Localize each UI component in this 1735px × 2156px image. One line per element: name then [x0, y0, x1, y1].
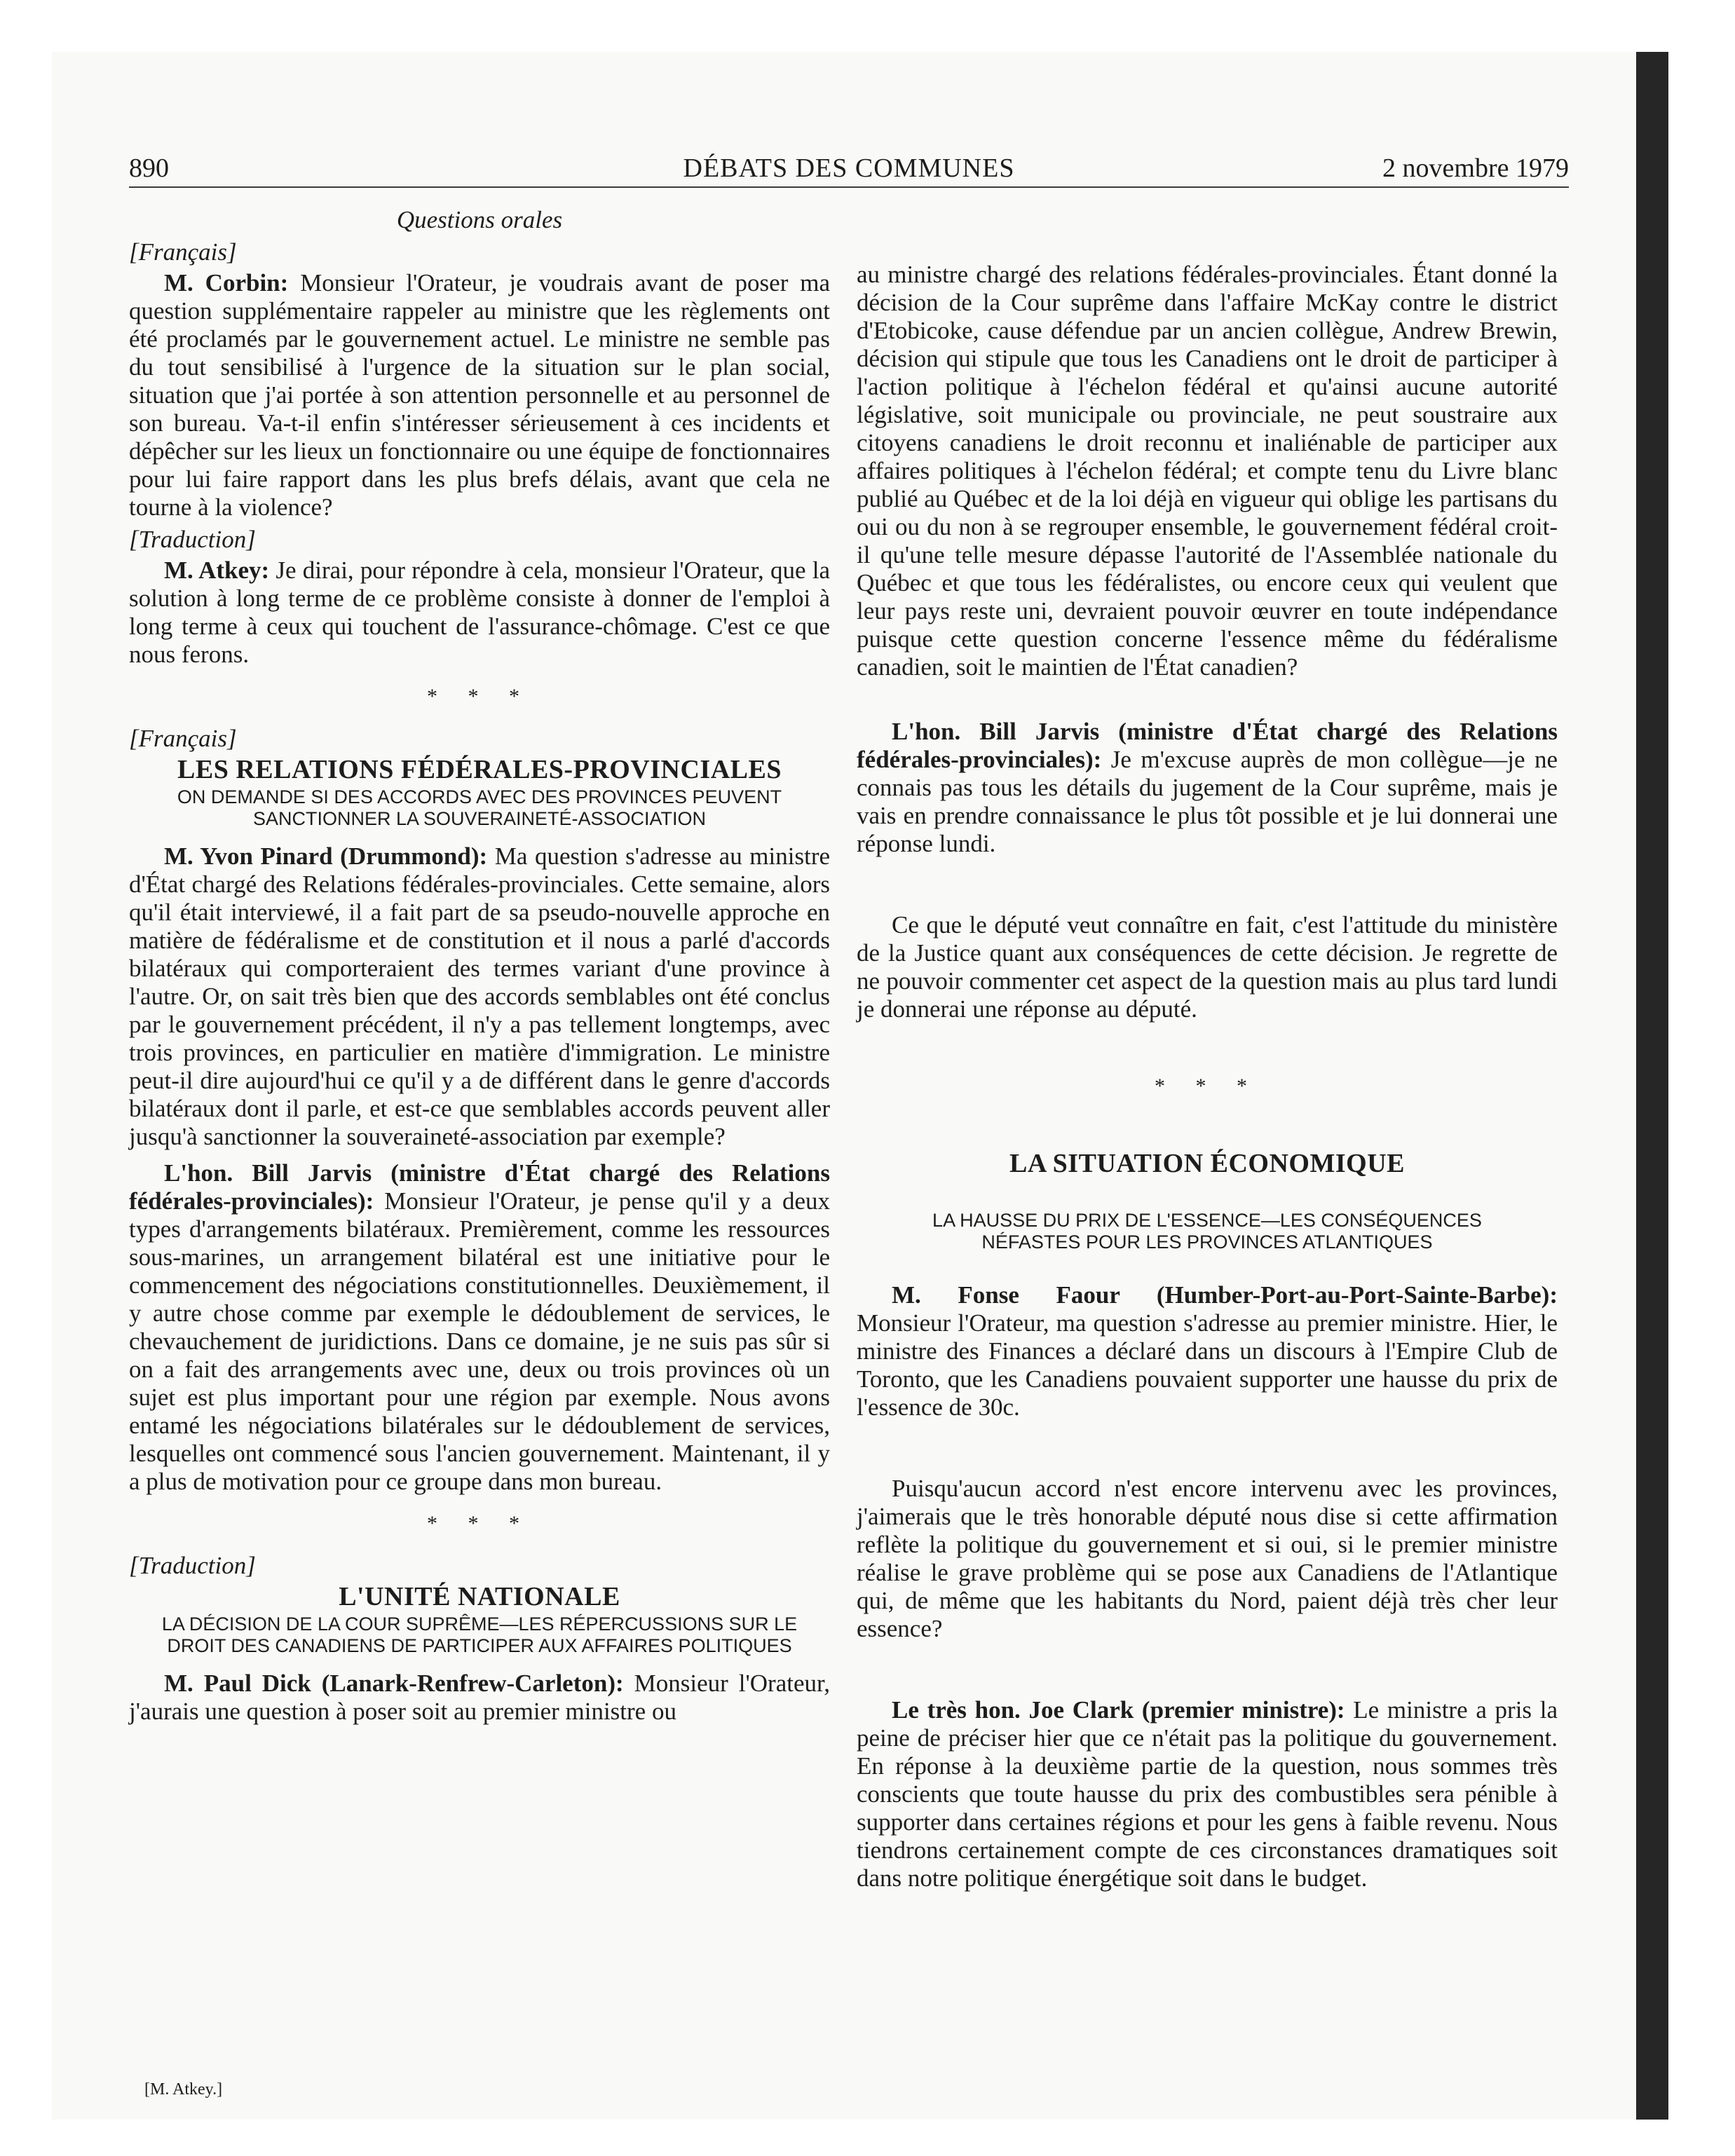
section-separator: * * * — [1155, 1074, 1260, 1098]
right-column — [857, 261, 1558, 1892]
section-separator: * * * — [427, 685, 532, 708]
paragraph-atkey — [129, 557, 830, 669]
page-edge — [1636, 52, 1668, 2120]
page-number: 890 — [129, 153, 169, 183]
rubric-heading: L'UNITÉ NATIONALE — [339, 1582, 620, 1611]
paragraph-jarvis — [129, 1159, 830, 1496]
paragraph-text: Monsieur l'Orateur, j'aurais une question à poser soit au premier ministre ou — [129, 1670, 830, 1725]
language-marker: [Traduction] — [129, 526, 256, 553]
paragraph-text: Monsieur l'Orateur, ma question s'adresse au premier ministre. Hier, le ministre des Finances a déclaré dans un discours à l'Empire Club de Toronto, que les Canadiens pouvaient supporter une hausse du prix de l'essence de 30c. — [857, 1309, 1558, 1421]
running-head — [129, 153, 1569, 188]
paragraph-text: Ma question s'adresse au ministre d'État chargé des Relations fédérales-provinciales. Cette semaine, alors qu'il était interviewé, il a fait part de sa pseudo-nouvelle approche en matière de fédéralisme et de constitution et il nous a parlé d'accords bilatéraux qui comporteraient des termes variant d'une province à l'autre. Or, on sait très bien que des accords semblables ont été conclus par le gouvernement précédent, il n'y a pas tellement longtemps, avec trois provinces, en particulier en matière d'immigration. Le ministre peut-il dire aujourd'hui ce qu'il y a de différent dans le genre d'accords bilatéraux dont il parle, et est-ce que semblables accords peuvent aller jusqu'à sanctionner la souveraineté-association par exemple? — [129, 842, 831, 1150]
left-column — [129, 206, 830, 1726]
language-marker: [Français] — [129, 238, 237, 266]
paragraph-text: Monsieur l'Orateur, je pense qu'il y a deux types d'arrangements bilatéraux. Premièrement, comme les ressources sous-marines, un arrangement bilatéral est une initiative pour le commencement des négociations constitutionnelles. Deuxièmement, il y autre chose comme par exemple le dédoublement de services, le chevauchement de juridictions. Dans ce domaine, je ne suis pas sûr si on a fait des arrangements avec une, deux ou trois provinces où un sujet est plus important pour une région par exemple. Nous avons entamé les négociations bilatérales sur le dédoublement de services, lesquelles ont commencé sous l'ancien gouvernement. Maintenant, il y a plus de motivation pour ce groupe dans mon bureau. — [129, 1187, 831, 1495]
rubric-heading: LA SITUATION ÉCONOMIQUE — [1009, 1149, 1405, 1178]
footer-note: [M. Atkey.] — [144, 2080, 223, 2099]
paragraph-dick — [129, 1670, 830, 1726]
language-marker: [Français] — [129, 725, 237, 752]
rubric-subheading: ON DEMANDE SI DES ACCORDS AVEC DES PROVINCES PEUVENT SANCTIONNER LA SOUVERAINETÉ-ASSOCIATION — [177, 786, 782, 829]
section-title: Questions orales — [396, 206, 563, 233]
paragraph-text: Le ministre a pris la peine de préciser hier que ce n'était pas la politique du gouvernement. En réponse à la deuxième partie de la question, nous sommes très conscients que toute hausse du prix des combustibles sera pénible à supporter dans certaines régions et pour les gens à faible revenu. Nous tiendrons certainement compte de ces circonstances dramatiques soit dans notre politique énergétique soit dans le budget. — [857, 1696, 1558, 1892]
paragraph-dick-continued: au ministre chargé des relations fédérales-provinciales. Étant donné la décision de la Cour suprême dans l'affaire McKay contre le district d'Etobicoke, cause défendue par un ancien collègue, Andrew Brewin, décision qui stipule que tous les Canadiens ont le droit de participer à l'action politique à l'échelon fédéral et qu'ainsi aucune autorité législative, soit municipale ou provinciale, ne peut soustraire aux citoyens canadiens le droit reconnu et inaliénable de participer aux affaires politiques à l'échelon fédéral; et compte tenu du Livre blanc publié au Québec et de la loi déjà en vigueur qui oblige les partisans du oui ou du non à se regrouper ensemble, le gouvernement fédéral croit-il qu'une telle mesure dépasse l'autorité de l'Assemblée nationale du Québec et que tous les fédéralistes, ou encore ceux qui veulent que leur pays reste uni, devraient pouvoir œuvrer en toute indépendance puisque cette question concerne l'essence même du fédéralisme canadien, soit le maintien de l'État canadien? — [857, 261, 1558, 681]
rubric-subheading: LA HAUSSE DU PRIX DE L'ESSENCE—LES CONSÉQUENCES NÉFASTES POUR LES PROVINCES ATLANTIQUES — [932, 1210, 1482, 1253]
paragraph-clark — [857, 1696, 1558, 1892]
speaker-name: Le très hon. Joe Clark (premier ministre): — [892, 1696, 1345, 1724]
speaker-name: M. Fonse Faour (Humber-Port-au-Port-Sainte-Barbe): — [892, 1281, 1558, 1309]
language-marker: [Traduction] — [129, 1552, 256, 1579]
paragraph-text: Monsieur l'Orateur, je voudrais avant de poser ma question supplémentaire rappeler au ministre que les règlements ont été proclamés par le gouvernement actuel. Le ministre ne semble pas du tout sensibilisé à l'urgence de la situation sur le plan social, situation que j'ai portée à son attention personnelle et au personnel de son bureau. Va-t-il enfin s'intéresser sérieusement à ces incidents et dépêcher sur les lieux un fonctionnaire ou une équipe de fonctionnaires pour lui faire rapport dans les plus brefs délais, avant que cela ne tourne à la violence? — [129, 269, 831, 521]
rubric-subheading: LA DÉCISION DE LA COUR SUPRÊME—LES RÉPERCUSSIONS SUR LE DROIT DES CANADIENS DE PARTICIPER AUX AFFAIRES POLITIQUES — [161, 1613, 798, 1656]
paragraph-pinard — [129, 842, 830, 1151]
paragraph-text: Je m'excuse auprès de mon collègue—je ne connais pas tous les détails du jugement de la Cour suprême, mais je vais en prendre connaissance le plus tôt possible et je lui donnerai une réponse lundi. — [857, 746, 1558, 857]
paragraph-jarvis — [857, 718, 1558, 858]
speaker-name: L'hon. Bill Jarvis (ministre d'État chargé des Relations fédérales-provinciales): — [857, 718, 1558, 773]
paragraph-jarvis-continued: Ce que le député veut connaître en fait, c'est l'attitude du ministère de la Justice quant aux conséquences de cette décision. Je regrette de ne pouvoir commenter cet aspect de la question mais au plus tard lundi je donnerai une réponse au député. — [857, 911, 1558, 1023]
paragraph-corbin — [129, 269, 830, 521]
speaker-name: M. Atkey: — [164, 557, 270, 584]
rubric-heading: LES RELATIONS FÉDÉRALES-PROVINCIALES — [177, 755, 782, 784]
paragraph-text: Je dirai, pour répondre à cela, monsieur l'Orateur, que la solution à long terme de ce problème consiste à donner de l'emploi à long terme à ceux qui touchent de l'assurance-chômage. C'est ce que nous ferons. — [129, 557, 830, 668]
speaker-name: L'hon. Bill Jarvis (ministre d'État chargé des Relations fédérales-provinciales): — [129, 1159, 830, 1215]
section-separator: * * * — [427, 1512, 532, 1535]
speaker-name: M. Yvon Pinard (Drummond): — [164, 842, 488, 870]
publication-date: 2 novembre 1979 — [1382, 153, 1569, 183]
paragraph-faour-continued: Puisqu'aucun accord n'est encore intervenu avec les provinces, j'aimerais que le très honorable député nous dise si cette affirmation reflète la politique du gouvernement et si oui, si le premier ministre réalise le grave problème qui se pose aux Canadiens de l'Atlantique qui, de même que les habitants du Nord, paient déjà très cher leur essence? — [857, 1475, 1558, 1642]
speaker-name: M. Corbin: — [164, 269, 289, 296]
publication-title: DÉBATS DES COMMUNES — [683, 153, 1015, 183]
speaker-name: M. Paul Dick (Lanark-Renfrew-Carleton): — [164, 1670, 624, 1697]
paragraph-faour — [857, 1281, 1558, 1421]
